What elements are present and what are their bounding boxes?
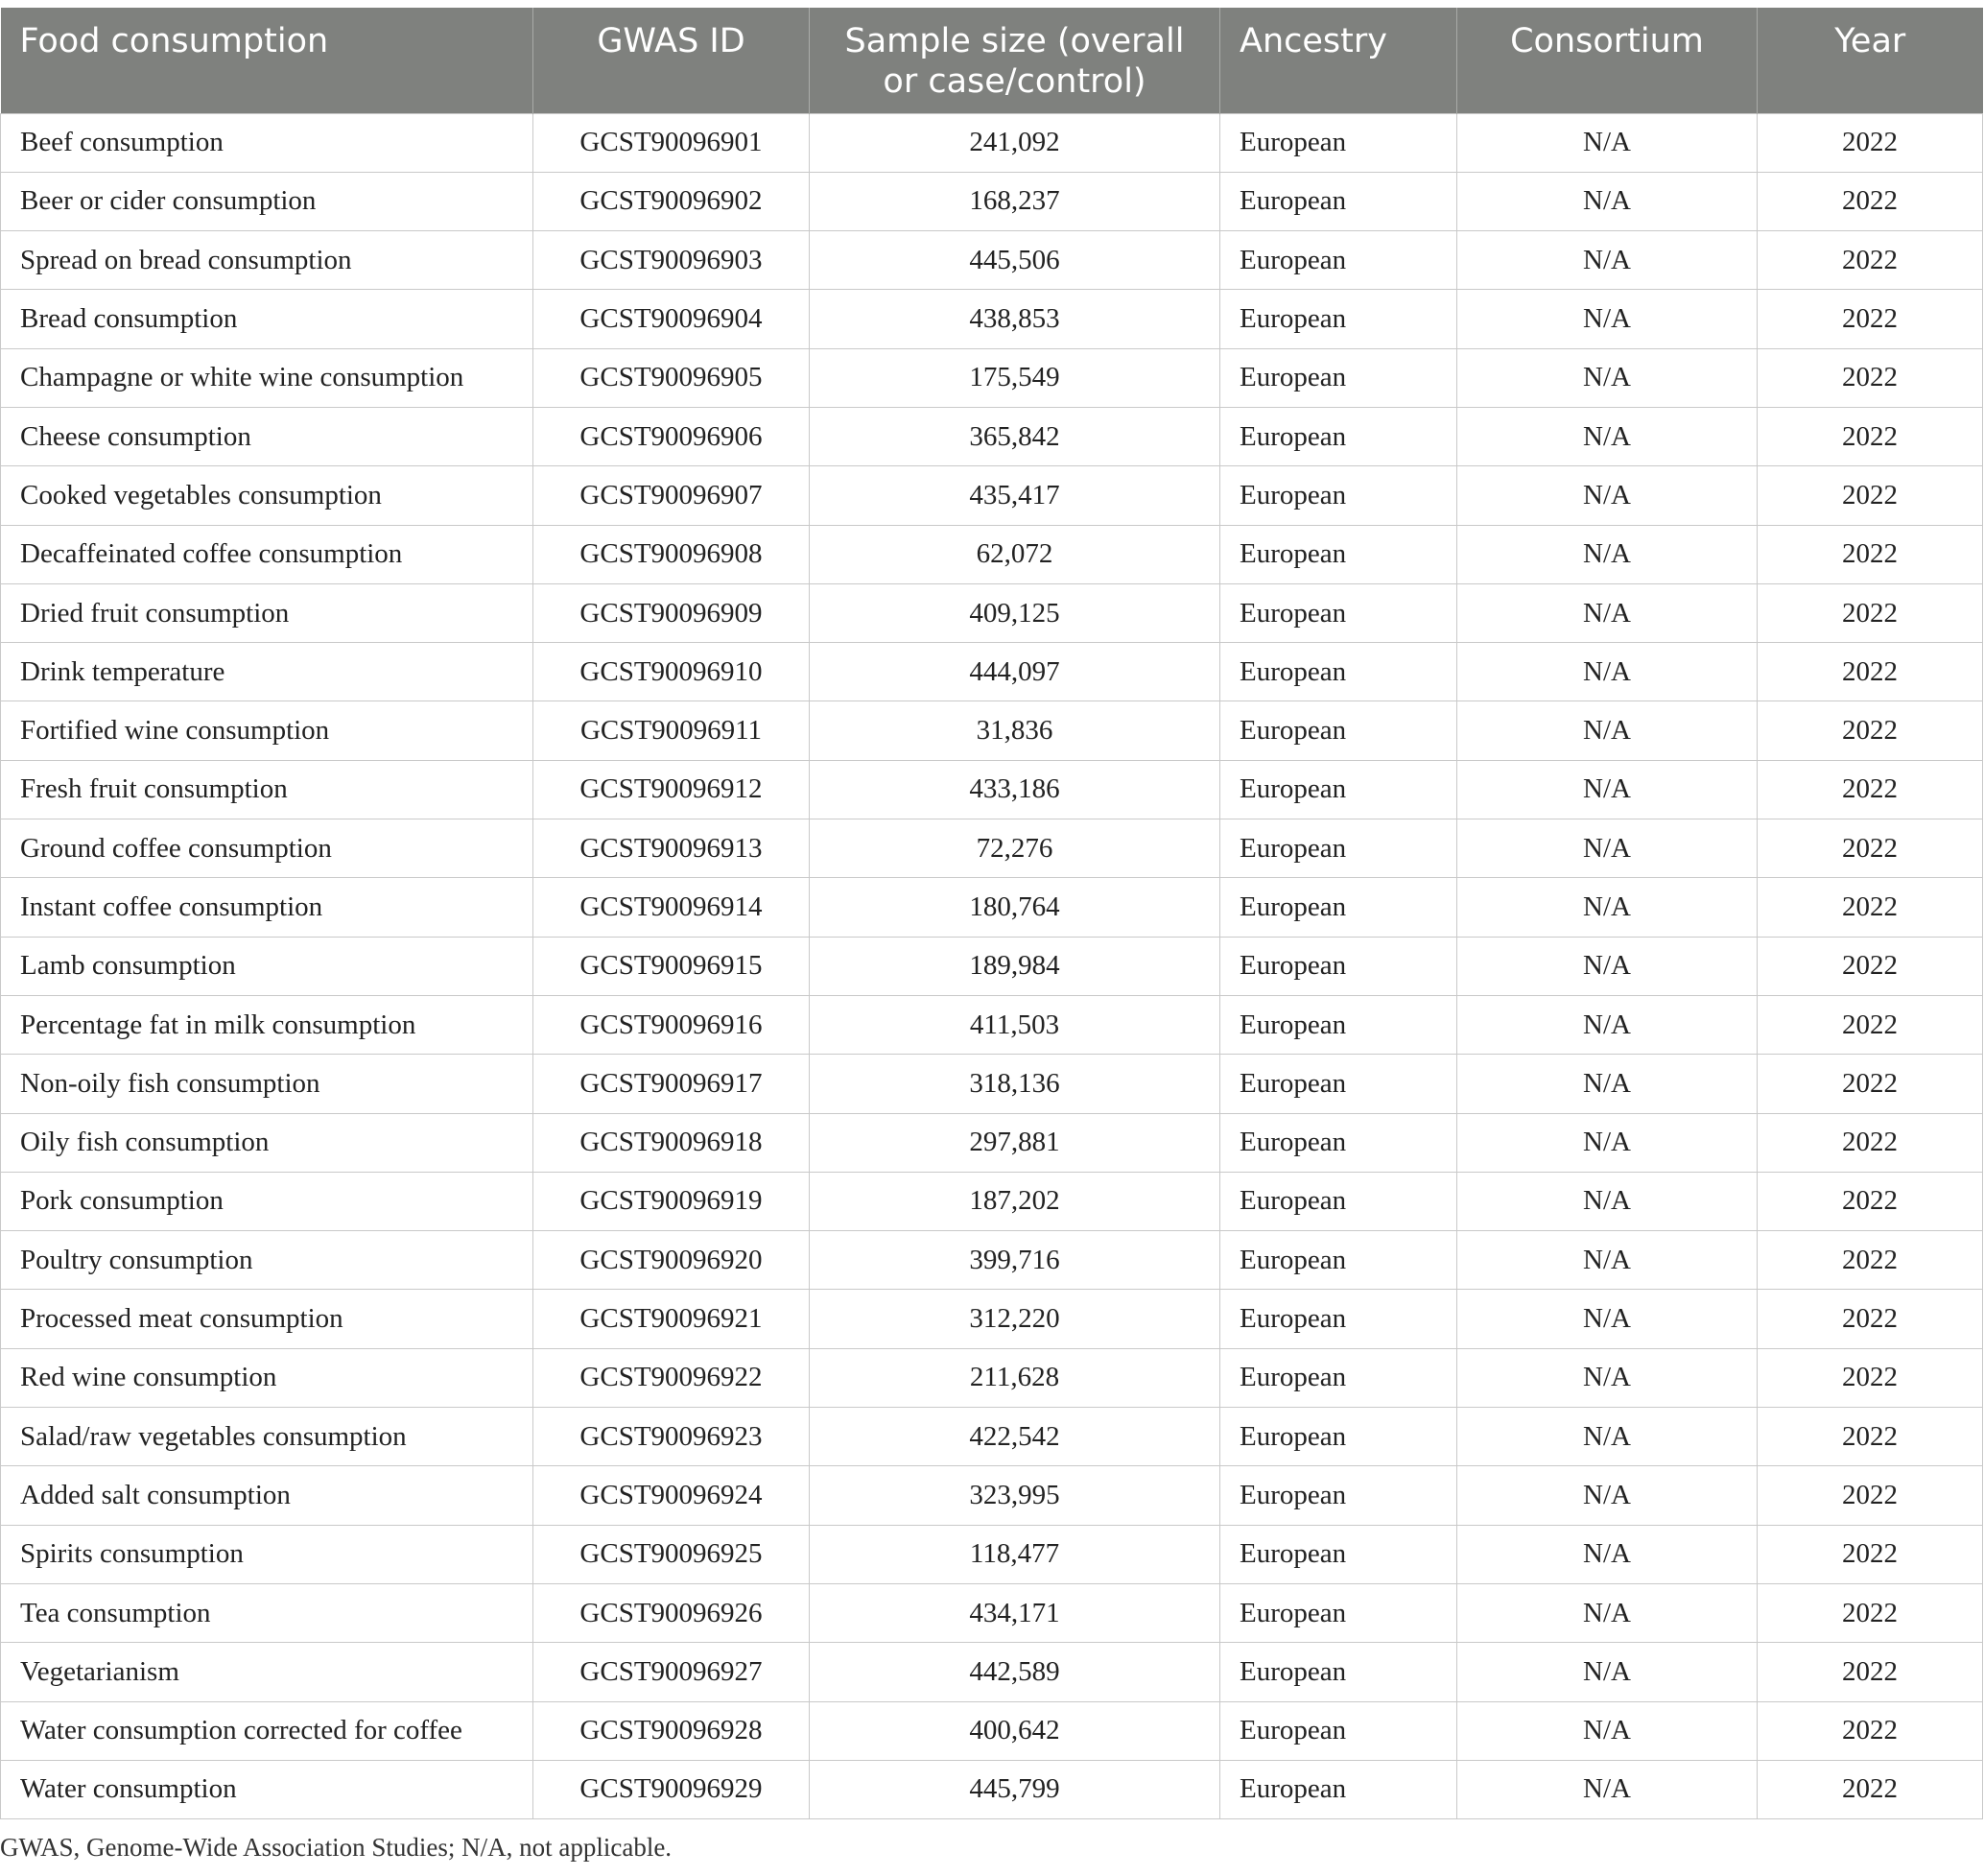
- cell-year: 2022: [1758, 1466, 1983, 1525]
- cell-gwas-id: GCST90096917: [533, 1055, 810, 1113]
- cell-gwas-id: GCST90096921: [533, 1290, 810, 1348]
- cell-consortium: N/A: [1457, 1055, 1758, 1113]
- cell-gwas-id: GCST90096905: [533, 348, 810, 407]
- cell-food-consumption: Added salt consumption: [1, 1466, 533, 1525]
- cell-sample-size: 187,202: [810, 1172, 1220, 1230]
- table-row: [1, 466, 1983, 525]
- cell-gwas-id: GCST90096912: [533, 760, 810, 819]
- cell-gwas-id: GCST90096922: [533, 1348, 810, 1407]
- table-container: [0, 8, 1984, 1819]
- cell-food-consumption: Oily fish consumption: [1, 1113, 533, 1172]
- table-body: [1, 113, 1983, 1819]
- table-row: [1, 1583, 1983, 1642]
- table-row: [1, 172, 1983, 230]
- cell-ancestry: European: [1220, 1348, 1457, 1407]
- cell-ancestry: European: [1220, 937, 1457, 995]
- cell-sample-size: 241,092: [810, 113, 1220, 172]
- cell-food-consumption: Dried fruit consumption: [1, 583, 533, 642]
- table-row: [1, 819, 1983, 878]
- cell-sample-size: 312,220: [810, 1290, 1220, 1348]
- cell-sample-size: 175,549: [810, 348, 1220, 407]
- cell-food-consumption: Beef consumption: [1, 113, 533, 172]
- table-row: [1, 1525, 1983, 1583]
- cell-gwas-id: GCST90096920: [533, 1231, 810, 1290]
- cell-year: 2022: [1758, 583, 1983, 642]
- cell-gwas-id: GCST90096914: [533, 878, 810, 937]
- cell-year: 2022: [1758, 231, 1983, 290]
- cell-sample-size: 422,542: [810, 1408, 1220, 1466]
- cell-food-consumption: Processed meat consumption: [1, 1290, 533, 1348]
- cell-gwas-id: GCST90096913: [533, 819, 810, 878]
- cell-food-consumption: Pork consumption: [1, 1172, 533, 1230]
- cell-food-consumption: Water consumption: [1, 1760, 533, 1818]
- cell-sample-size: 323,995: [810, 1466, 1220, 1525]
- cell-food-consumption: Vegetarianism: [1, 1643, 533, 1701]
- cell-year: 2022: [1758, 290, 1983, 348]
- table-row: [1, 1231, 1983, 1290]
- cell-sample-size: 62,072: [810, 525, 1220, 583]
- cell-consortium: N/A: [1457, 231, 1758, 290]
- cell-sample-size: 434,171: [810, 1583, 1220, 1642]
- cell-year: 2022: [1758, 348, 1983, 407]
- cell-year: 2022: [1758, 1701, 1983, 1760]
- cell-consortium: N/A: [1457, 937, 1758, 995]
- cell-food-consumption: Cooked vegetables consumption: [1, 466, 533, 525]
- cell-year: 2022: [1758, 407, 1983, 465]
- cell-gwas-id: GCST90096918: [533, 1113, 810, 1172]
- cell-gwas-id: GCST90096919: [533, 1172, 810, 1230]
- cell-gwas-id: GCST90096928: [533, 1701, 810, 1760]
- cell-sample-size: 365,842: [810, 407, 1220, 465]
- cell-gwas-id: GCST90096907: [533, 466, 810, 525]
- cell-ancestry: European: [1220, 348, 1457, 407]
- cell-food-consumption: Fresh fruit consumption: [1, 760, 533, 819]
- cell-gwas-id: GCST90096904: [533, 290, 810, 348]
- cell-food-consumption: Non-oily fish consumption: [1, 1055, 533, 1113]
- cell-ancestry: European: [1220, 172, 1457, 230]
- cell-ancestry: European: [1220, 1290, 1457, 1348]
- cell-sample-size: 318,136: [810, 1055, 1220, 1113]
- table-row: [1, 1643, 1983, 1701]
- table-row: [1, 995, 1983, 1054]
- table-row: [1, 1113, 1983, 1172]
- cell-consortium: N/A: [1457, 995, 1758, 1054]
- cell-year: 2022: [1758, 172, 1983, 230]
- cell-ancestry: European: [1220, 525, 1457, 583]
- table-row: [1, 937, 1983, 995]
- table-row: [1, 407, 1983, 465]
- cell-consortium: N/A: [1457, 643, 1758, 701]
- table-header: [1, 8, 1983, 113]
- cell-food-consumption: Cheese consumption: [1, 407, 533, 465]
- table-row: [1, 878, 1983, 937]
- cell-ancestry: European: [1220, 231, 1457, 290]
- cell-consortium: N/A: [1457, 525, 1758, 583]
- gwas-food-consumption-table: [0, 8, 1983, 1819]
- header-row: [1, 8, 1983, 113]
- cell-consortium: N/A: [1457, 466, 1758, 525]
- cell-food-consumption: Salad/raw vegetables consumption: [1, 1408, 533, 1466]
- cell-sample-size: 435,417: [810, 466, 1220, 525]
- cell-gwas-id: GCST90096929: [533, 1760, 810, 1818]
- cell-gwas-id: GCST90096924: [533, 1466, 810, 1525]
- cell-sample-size: 411,503: [810, 995, 1220, 1054]
- cell-consortium: N/A: [1457, 1113, 1758, 1172]
- cell-gwas-id: GCST90096902: [533, 172, 810, 230]
- cell-gwas-id: GCST90096927: [533, 1643, 810, 1701]
- cell-ancestry: European: [1220, 995, 1457, 1054]
- cell-year: 2022: [1758, 760, 1983, 819]
- cell-sample-size: 211,628: [810, 1348, 1220, 1407]
- cell-ancestry: European: [1220, 760, 1457, 819]
- cell-year: 2022: [1758, 643, 1983, 701]
- cell-sample-size: 297,881: [810, 1113, 1220, 1172]
- cell-year: 2022: [1758, 701, 1983, 760]
- cell-consortium: N/A: [1457, 1408, 1758, 1466]
- cell-sample-size: 168,237: [810, 172, 1220, 230]
- cell-gwas-id: GCST90096908: [533, 525, 810, 583]
- cell-consortium: N/A: [1457, 1760, 1758, 1818]
- cell-food-consumption: Decaffeinated coffee consumption: [1, 525, 533, 583]
- cell-sample-size: 400,642: [810, 1701, 1220, 1760]
- cell-ancestry: European: [1220, 113, 1457, 172]
- cell-ancestry: European: [1220, 819, 1457, 878]
- cell-food-consumption: Tea consumption: [1, 1583, 533, 1642]
- cell-food-consumption: Spread on bread consumption: [1, 231, 533, 290]
- cell-consortium: N/A: [1457, 348, 1758, 407]
- cell-ancestry: European: [1220, 1231, 1457, 1290]
- cell-consortium: N/A: [1457, 172, 1758, 230]
- cell-consortium: N/A: [1457, 290, 1758, 348]
- header-year: Year: [1758, 8, 1983, 113]
- cell-gwas-id: GCST90096923: [533, 1408, 810, 1466]
- cell-consortium: N/A: [1457, 1701, 1758, 1760]
- cell-consortium: N/A: [1457, 1525, 1758, 1583]
- cell-ancestry: European: [1220, 643, 1457, 701]
- cell-consortium: N/A: [1457, 1466, 1758, 1525]
- cell-year: 2022: [1758, 937, 1983, 995]
- cell-ancestry: European: [1220, 1701, 1457, 1760]
- cell-gwas-id: GCST90096909: [533, 583, 810, 642]
- cell-sample-size: 31,836: [810, 701, 1220, 760]
- table-row: [1, 1701, 1983, 1760]
- cell-ancestry: European: [1220, 1172, 1457, 1230]
- cell-consortium: N/A: [1457, 407, 1758, 465]
- cell-year: 2022: [1758, 1583, 1983, 1642]
- cell-year: 2022: [1758, 466, 1983, 525]
- cell-year: 2022: [1758, 1113, 1983, 1172]
- cell-sample-size: 118,477: [810, 1525, 1220, 1583]
- cell-year: 2022: [1758, 819, 1983, 878]
- header-food-consumption: Food consumption: [1, 8, 533, 113]
- cell-consortium: N/A: [1457, 1231, 1758, 1290]
- cell-year: 2022: [1758, 1643, 1983, 1701]
- cell-year: 2022: [1758, 1525, 1983, 1583]
- cell-food-consumption: Spirits consumption: [1, 1525, 533, 1583]
- cell-consortium: N/A: [1457, 878, 1758, 937]
- table-row: [1, 1466, 1983, 1525]
- cell-consortium: N/A: [1457, 113, 1758, 172]
- cell-year: 2022: [1758, 1760, 1983, 1818]
- cell-consortium: N/A: [1457, 1348, 1758, 1407]
- table-row: [1, 1348, 1983, 1407]
- cell-consortium: N/A: [1457, 1583, 1758, 1642]
- cell-gwas-id: GCST90096925: [533, 1525, 810, 1583]
- cell-year: 2022: [1758, 1348, 1983, 1407]
- table-row: [1, 348, 1983, 407]
- header-consortium: Consortium: [1457, 8, 1758, 113]
- cell-sample-size: 444,097: [810, 643, 1220, 701]
- cell-ancestry: European: [1220, 466, 1457, 525]
- cell-ancestry: European: [1220, 701, 1457, 760]
- cell-ancestry: European: [1220, 1408, 1457, 1466]
- cell-gwas-id: GCST90096915: [533, 937, 810, 995]
- cell-year: 2022: [1758, 1055, 1983, 1113]
- cell-consortium: N/A: [1457, 1290, 1758, 1348]
- table-row: [1, 113, 1983, 172]
- cell-food-consumption: Instant coffee consumption: [1, 878, 533, 937]
- table-row: [1, 231, 1983, 290]
- table-row: [1, 1172, 1983, 1230]
- cell-sample-size: 189,984: [810, 937, 1220, 995]
- cell-ancestry: European: [1220, 1466, 1457, 1525]
- cell-ancestry: European: [1220, 407, 1457, 465]
- table-row: [1, 583, 1983, 642]
- cell-consortium: N/A: [1457, 1643, 1758, 1701]
- cell-year: 2022: [1758, 1172, 1983, 1230]
- cell-year: 2022: [1758, 525, 1983, 583]
- cell-consortium: N/A: [1457, 701, 1758, 760]
- table-row: [1, 701, 1983, 760]
- cell-consortium: N/A: [1457, 583, 1758, 642]
- cell-year: 2022: [1758, 1290, 1983, 1348]
- table-row: [1, 760, 1983, 819]
- table-row: [1, 525, 1983, 583]
- cell-food-consumption: Ground coffee consumption: [1, 819, 533, 878]
- cell-ancestry: European: [1220, 1055, 1457, 1113]
- cell-gwas-id: GCST90096926: [533, 1583, 810, 1642]
- cell-food-consumption: Drink temperature: [1, 643, 533, 701]
- table-row: [1, 1760, 1983, 1818]
- cell-food-consumption: Fortified wine consumption: [1, 701, 533, 760]
- cell-ancestry: European: [1220, 1113, 1457, 1172]
- cell-food-consumption: Lamb consumption: [1, 937, 533, 995]
- cell-ancestry: European: [1220, 1525, 1457, 1583]
- table-row: [1, 290, 1983, 348]
- cell-sample-size: 442,589: [810, 1643, 1220, 1701]
- table-row: [1, 1055, 1983, 1113]
- cell-gwas-id: GCST90096903: [533, 231, 810, 290]
- table-footnote: GWAS, Genome-Wide Association Studies; N/A, not applicable.: [0, 1833, 673, 1862]
- cell-sample-size: 438,853: [810, 290, 1220, 348]
- table-row: [1, 643, 1983, 701]
- cell-sample-size: 409,125: [810, 583, 1220, 642]
- cell-gwas-id: GCST90096916: [533, 995, 810, 1054]
- header-sample-size: Sample size (overall or case/control): [810, 8, 1220, 113]
- cell-sample-size: 433,186: [810, 760, 1220, 819]
- cell-sample-size: 445,506: [810, 231, 1220, 290]
- header-ancestry: Ancestry: [1220, 8, 1457, 113]
- cell-ancestry: European: [1220, 290, 1457, 348]
- cell-ancestry: European: [1220, 1760, 1457, 1818]
- cell-ancestry: European: [1220, 583, 1457, 642]
- header-gwas-id: GWAS ID: [533, 8, 810, 113]
- cell-food-consumption: Bread consumption: [1, 290, 533, 348]
- cell-food-consumption: Poultry consumption: [1, 1231, 533, 1290]
- cell-year: 2022: [1758, 878, 1983, 937]
- cell-food-consumption: Percentage fat in milk consumption: [1, 995, 533, 1054]
- cell-gwas-id: GCST90096901: [533, 113, 810, 172]
- cell-sample-size: 180,764: [810, 878, 1220, 937]
- cell-sample-size: 399,716: [810, 1231, 1220, 1290]
- cell-consortium: N/A: [1457, 1172, 1758, 1230]
- table-row: [1, 1408, 1983, 1466]
- cell-consortium: N/A: [1457, 819, 1758, 878]
- cell-year: 2022: [1758, 995, 1983, 1054]
- cell-year: 2022: [1758, 1408, 1983, 1466]
- cell-sample-size: 445,799: [810, 1760, 1220, 1818]
- cell-food-consumption: Beer or cider consumption: [1, 172, 533, 230]
- cell-sample-size: 72,276: [810, 819, 1220, 878]
- cell-gwas-id: GCST90096911: [533, 701, 810, 760]
- cell-food-consumption: Champagne or white wine consumption: [1, 348, 533, 407]
- cell-food-consumption: Red wine consumption: [1, 1348, 533, 1407]
- cell-ancestry: European: [1220, 878, 1457, 937]
- table-row: [1, 1290, 1983, 1348]
- cell-gwas-id: GCST90096910: [533, 643, 810, 701]
- cell-ancestry: European: [1220, 1643, 1457, 1701]
- cell-food-consumption: Water consumption corrected for coffee: [1, 1701, 533, 1760]
- cell-year: 2022: [1758, 113, 1983, 172]
- cell-ancestry: European: [1220, 1583, 1457, 1642]
- cell-gwas-id: GCST90096906: [533, 407, 810, 465]
- cell-consortium: N/A: [1457, 760, 1758, 819]
- cell-year: 2022: [1758, 1231, 1983, 1290]
